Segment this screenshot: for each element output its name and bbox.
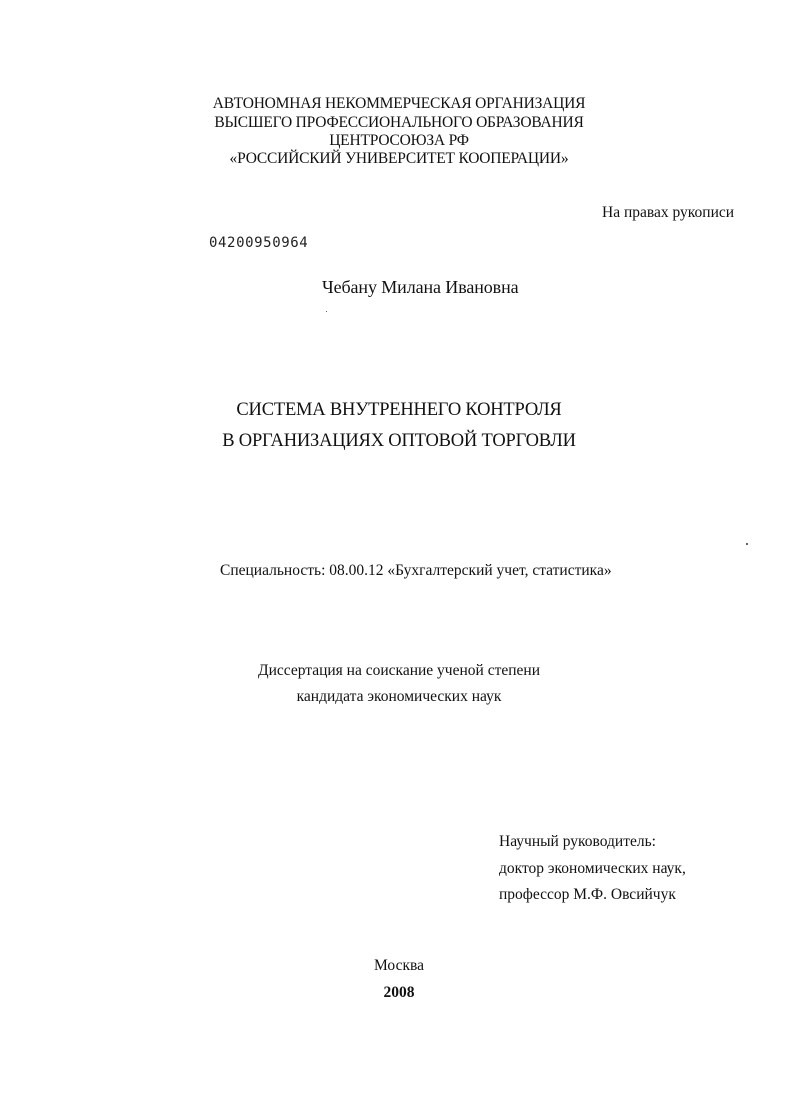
scan-speck — [746, 543, 748, 545]
organization-line-1: АВТОНОМНАЯ НЕКОММЕРЧЕСКАЯ ОРГАНИЗАЦИЯ — [212, 95, 586, 112]
dissertation-line-1: Диссертация на соискание ученой степени — [258, 662, 540, 679]
scan-speck — [326, 311, 327, 312]
organization-line-3: ЦЕНТРОСОЮЗА РФ — [329, 132, 469, 149]
manuscript-note: На правах рукописи — [602, 204, 735, 221]
organization-line-4: «РОССИЙСКИЙ УНИВЕРСИТЕТ КООПЕРАЦИИ» — [229, 150, 569, 167]
advisor-label: Научный руководитель: — [499, 833, 656, 850]
organization-line-2: ВЫСШЕГО ПРОФЕССИОНАЛЬНОГО ОБРАЗОВАНИЯ — [214, 114, 584, 131]
dissertation-line-2: кандидата экономических наук — [296, 688, 502, 705]
advisor-name: профессор М.Ф. Овсийчук — [499, 886, 676, 903]
stamp-number: 04200950964 — [209, 235, 309, 251]
advisor-degree: доктор экономических наук, — [499, 860, 686, 877]
author-name: Чебану Милана Ивановна — [322, 277, 519, 297]
thesis-title-line-1: СИСТЕМА ВНУТРЕННЕГО КОНТРОЛЯ — [236, 400, 562, 420]
year: 2008 — [383, 984, 415, 1001]
city: Москва — [374, 957, 424, 974]
specialty-line: Специальность: 08.00.12 «Бухгалтерский учет, статистика» — [220, 562, 612, 579]
thesis-title-line-2: В ОРГАНИЗАЦИЯХ ОПТОВОЙ ТОРГОВЛИ — [222, 431, 576, 451]
